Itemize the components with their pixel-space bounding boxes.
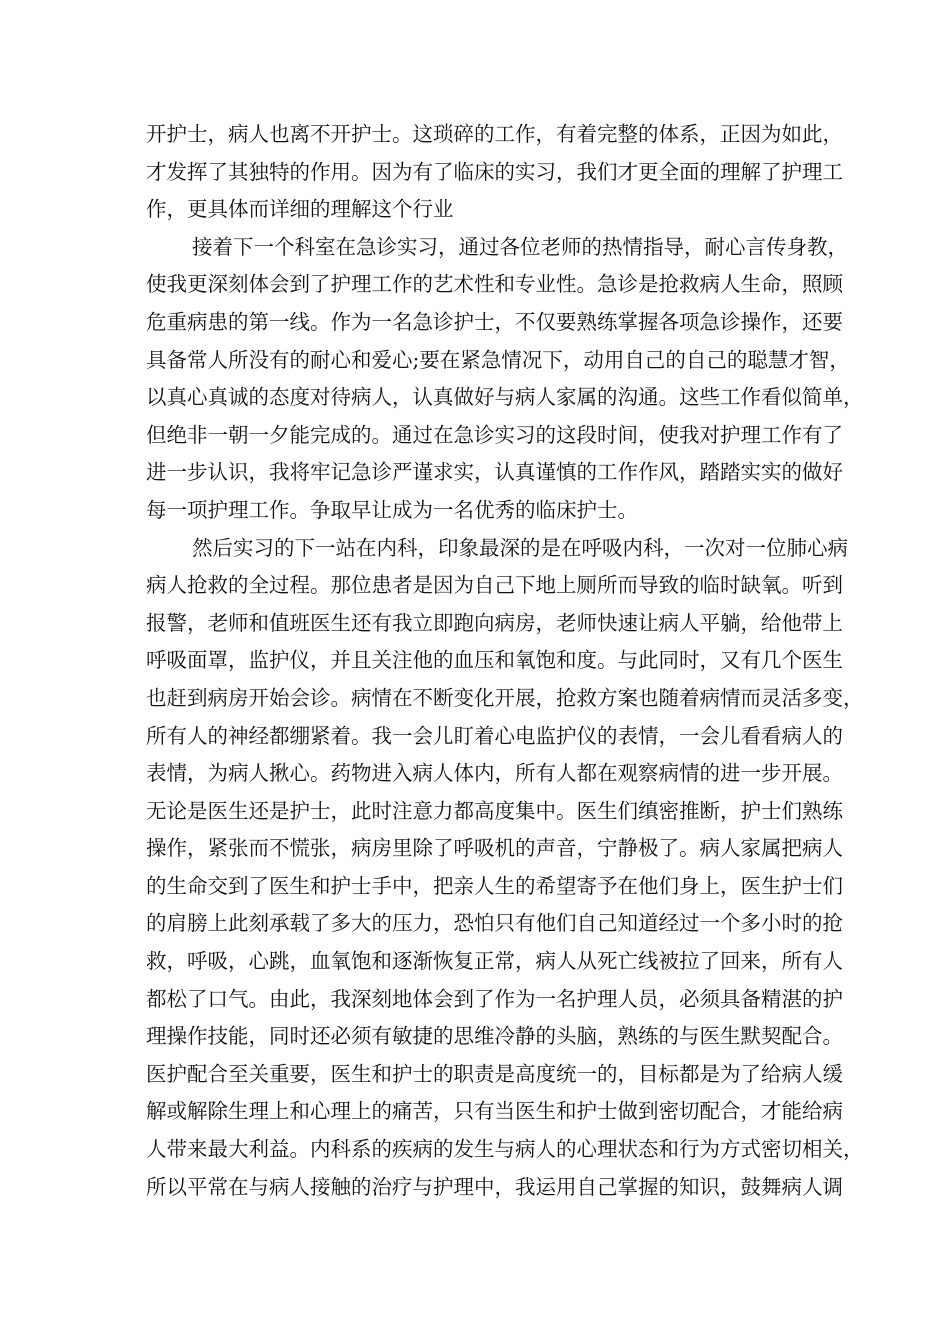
text-line: 的肩膀上此刻承载了多大的压力，恐怕只有他们自己知道经过一个多小时的抢 xyxy=(146,911,843,936)
text-line: 解或解除生理上和心理上的痛苦，只有当医生和护士做到密切配合，才能给病 xyxy=(146,1099,843,1124)
text-line: 也赶到病房开始会诊。病情在不断变化开展，抢救方案也随着病情而灵活多变， xyxy=(146,685,864,710)
text-line: 使我更深刻体会到了护理工作的艺术性和专业性。急诊是抢救病人生命，照顾 xyxy=(146,272,843,297)
text-line: 所有人的神经都绷紧着。我一会儿盯着心电监护仪的表情，一会儿看看病人的 xyxy=(146,723,843,748)
text-line: 呼吸面罩，监护仪，并且关注他的血压和氧饱和度。与此同时，又有几个医生 xyxy=(146,648,843,673)
text-line: 操作，紧张而不慌张，病房里除了呼吸机的声音，宁静极了。病人家属把病人 xyxy=(146,836,843,861)
text-line: 病人抢救的全过程。那位患者是因为自己下地上厕所而导致的临时缺氧。听到 xyxy=(146,573,843,598)
text-line: 每一项护理工作。争取早让成为一名优秀的临床护士。 xyxy=(146,497,638,522)
text-line: 表情，为病人揪心。药物进入病人体内，所有人都在观察病情的进一步开展。 xyxy=(146,761,843,786)
text-line: 报警，老师和值班医生还有我立即跑向病房，老师快速让病人平躺，给他带上 xyxy=(146,610,843,635)
text-line: 以真心真诚的态度对待病人，认真做好与病人家属的沟通。这些工作看似简单， xyxy=(146,385,864,410)
text-line: 无论是医生还是护士，此时注意力都高度集中。医生们缜密推断，护士们熟练 xyxy=(146,798,843,823)
paragraph-first-line: 然后实习的下一站在内科，印象最深的是在呼吸内科，一次对一位肺心病 xyxy=(192,535,848,560)
text-line: 才发挥了其独特的作用。因为有了临床的实习，我们才更全面的理解了护理工 xyxy=(146,159,843,184)
text-line: 作，更具体而详细的理解这个行业 xyxy=(146,197,454,222)
text-line: 进一步认识，我将牢记急诊严谨求实，认真谨慎的工作作风，踏踏实实的做好 xyxy=(146,460,843,485)
text-line: 危重病患的第一线。作为一名急诊护士，不仅要熟练掌握各项急诊操作，还要 xyxy=(146,309,843,334)
paragraph-first-line: 接着下一个科室在急诊实习，通过各位老师的热情指导，耐心言传身教， xyxy=(192,234,848,259)
text-line: 医护配合至关重要，医生和护士的职责是高度统一的，目标都是为了给病人缓 xyxy=(146,1061,843,1086)
text-line: 救，呼吸，心跳，血氧饱和逐渐恢复正常，病人从死亡线被拉了回来，所有人 xyxy=(146,949,843,974)
text-line: 但绝非一朝一夕能完成的。通过在急诊实习的这段时间，使我对护理工作有了 xyxy=(146,422,843,447)
text-line: 所以平常在与病人接触的治疗与护理中，我运用自己掌握的知识，鼓舞病人调 xyxy=(146,1174,843,1199)
text-line: 理操作技能，同时还必须有敏捷的思维冷静的头脑，熟练的与医生默契配合。 xyxy=(146,1024,843,1049)
text-line: 开护士，病人也离不开护士。这琐碎的工作，有着完整的体系，正因为如此， xyxy=(146,122,843,146)
text-line: 具备常人所没有的耐心和爱心;要在紧急情况下，动用自己的自己的聪慧才智， xyxy=(146,347,850,372)
text-line: 都松了口气。由此，我深刻地体会到了作为一名护理人员，必须具备精湛的护 xyxy=(146,986,843,1011)
text-line: 的生命交到了医生和护士手中，把亲人生的希望寄予在他们身上，医生护士们 xyxy=(146,873,843,898)
body-text xyxy=(146,116,864,1206)
text-line: 人带来最大利益。内科系的疾病的发生与病人的心理状态和行为方式密切相关， xyxy=(146,1137,864,1162)
